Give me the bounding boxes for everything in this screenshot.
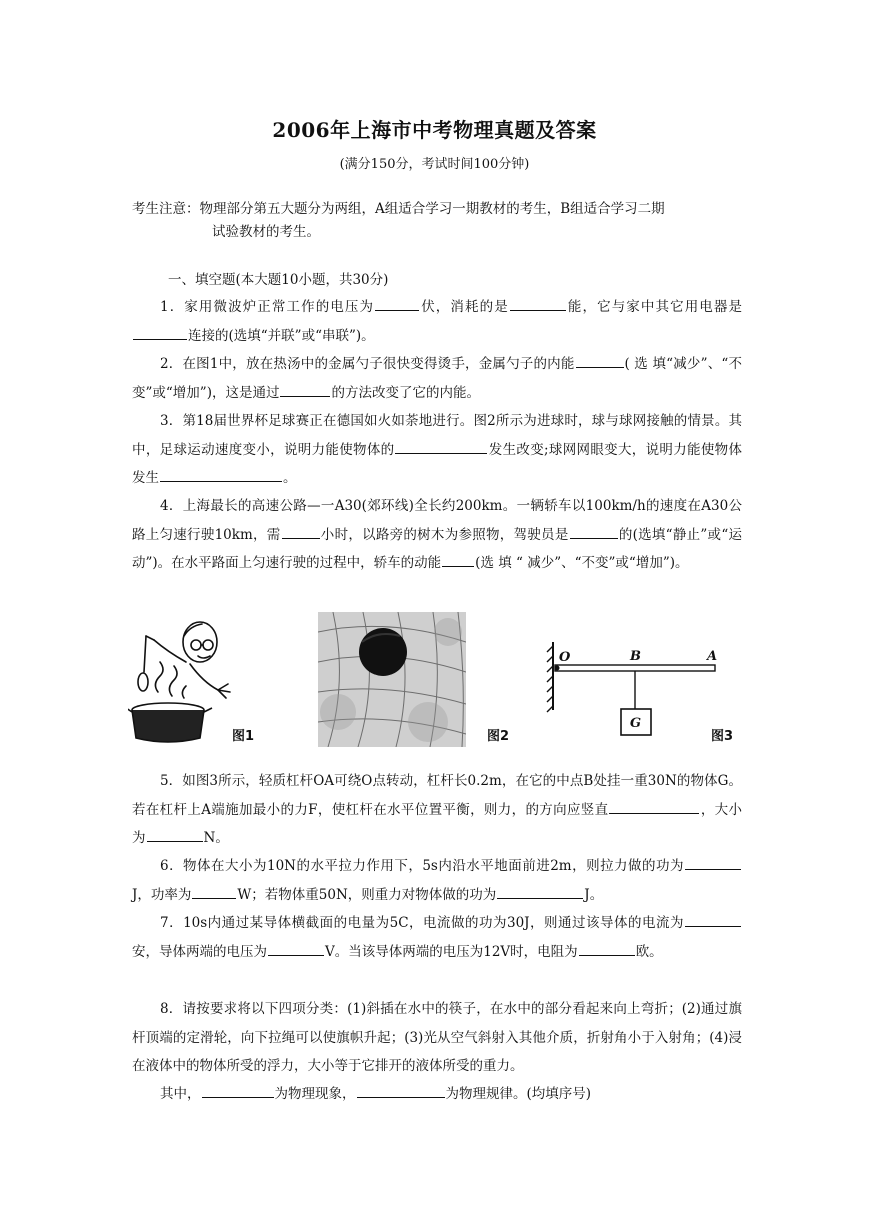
question-2: [132, 350, 742, 407]
q1-text-a: 1．家用微波炉正常工作的电压为: [160, 299, 375, 315]
q5-blank-2: [147, 827, 203, 842]
figure-2-label: 图2: [487, 729, 510, 744]
q2-text-b: ( 选 填“减少”、“不变”或“增加”)，这是通过: [132, 356, 742, 401]
q8-text-d: 为物理规律。(均填序号): [445, 1086, 592, 1102]
q2-blank-2: [280, 382, 330, 397]
q7-blank-2: [268, 941, 324, 956]
q8-text-c: 为物理现象，: [274, 1086, 356, 1102]
q7-text-c: V。当该导体两端的电压为12V时，电阻为: [325, 943, 578, 960]
question-7: [132, 909, 742, 966]
q8-blank-2: [357, 1083, 445, 1098]
q1-text-b: 伏，消耗的是: [420, 299, 509, 315]
question-5: [132, 767, 742, 853]
q5-text-a: 5．如图3所示，轻质杠杆OA可绕O点转动，杠杆长0.2m，在它的中点B处挂一重30N的物体G。若在杠杆上A端施加最小的力F，使杠杆在水平位置平衡，则力，的方向应竖直: [132, 773, 742, 818]
q8-text-b: 其中，: [160, 1086, 201, 1102]
figure-1-label: 图1: [232, 729, 255, 744]
q4-text-d: (选 填 “ 减少”、“不变”或“增加”)。: [475, 555, 689, 571]
q6-blank-3: [497, 884, 583, 899]
q1-blank-1: [375, 296, 419, 311]
q4-blank-1: [282, 524, 320, 539]
q7-blank-3: [579, 941, 635, 956]
figure-row: [128, 612, 743, 752]
q2-text-c: 的方法改变了它的内能。: [331, 384, 480, 401]
q2-blank-1: [576, 353, 624, 368]
question-1: [132, 293, 742, 350]
q5-text-c: N。: [203, 830, 229, 846]
q8-text-a: 8．请按要求将以下四项分类：(1)斜插在水中的筷子，在水中的部分看起来向上弯折；(2)通过旗杆顶端的定滑轮，向下拉绳可以使旗帜升起；(3)光从空气斜射入其他介质，折射角小于入射角；(4)浸在液体中的物体所受的浮力，大小等于它排开的液体所受的重力。: [132, 1001, 742, 1074]
exam-notice: [132, 198, 742, 244]
weight-label-G: G: [630, 716, 642, 731]
notice-line-2: 试验教材的考生。: [212, 224, 320, 240]
q1-text-d: 连接的(选填“并联”或“串联”)。: [188, 327, 375, 344]
q5-text-b: ，大小为: [132, 801, 743, 846]
notice-line-1: 考生注意：物理部分第五大题分为两组，A组适合学习一期教材的考生，B组适合学习二期: [132, 201, 665, 217]
lever-label-O: O: [559, 650, 571, 665]
q7-text-d: 欧。: [635, 943, 663, 960]
q6-text-a: 6．物体在大小为10N的水平拉力作用下，5s内沿水平地面前进2m，则拉力做的功为: [160, 858, 684, 874]
question-8-answer-line: [132, 1080, 742, 1109]
q6-blank-1: [685, 855, 741, 870]
q6-text-c: W；若物体重50N，则重力对物体做的功为: [237, 886, 497, 903]
q3-blank-2: [160, 467, 282, 482]
q6-text-d: J。: [584, 886, 604, 903]
q3-text-a: 3．第18届世界杯足球赛正在德国如火如荼地进行。图2所示为进球时，球与球网接触的情景。其中，足球运动速度变小，说明力能使物体的: [132, 413, 742, 458]
page-subtitle: (满分150分，考试时间100分钟): [339, 157, 530, 172]
question-6: [132, 852, 742, 909]
figure-3-label: 图3: [711, 729, 734, 744]
q3-text-c: 。: [283, 470, 297, 486]
q5-blank-1: [609, 799, 699, 814]
q3-text-b: 发生改变;球网网眼变大，说明力能使物体发生: [132, 441, 742, 486]
question-8: [132, 995, 742, 1081]
q7-blank-1: [685, 912, 741, 927]
q1-blank-2: [510, 296, 566, 311]
q4-text-a: 4．上海最长的高速公路—一A30(郊环线)全长约200km。一辆轿车以100km/h的速度在A30公路上匀速行驶10km，需: [132, 498, 742, 543]
q4-blank-2: [570, 524, 618, 539]
lever-label-B: B: [630, 649, 641, 664]
question-3: [132, 407, 742, 493]
q4-text-b: 小时，以路旁的树木为参照物，驾驶员是: [320, 526, 569, 543]
q4-text-c: 的(选填“静止”或“运动”)。在水平路面上匀速行驶的过程中，轿车的动能: [132, 526, 742, 571]
q2-text-a: 2．在图1中，放在热汤中的金属勺子很快变得烫手，金属勺子的内能: [160, 356, 575, 372]
q6-text-b: J，功率为: [132, 886, 192, 903]
figure-2-illustration: [318, 612, 466, 747]
question-4: [132, 492, 742, 578]
lever-label-A: A: [707, 649, 718, 664]
q3-blank-1: [395, 439, 487, 454]
q8-blank-1: [202, 1083, 274, 1098]
q4-blank-3: [442, 552, 474, 567]
q7-text-b: 安，导体两端的电压为: [132, 943, 267, 960]
q6-blank-2: [192, 884, 236, 899]
figure-1-illustration: [128, 612, 238, 747]
section-heading: 一、填空题(本大题10小题，共30分): [168, 272, 389, 288]
q1-blank-3: [133, 325, 187, 340]
q1-text-c: 能，它与家中其它用电器是: [566, 299, 742, 315]
q7-text-a: 7．10s内通过某导体横截面的电量为5C，电流做的功为30J，则通过该导体的电流为: [160, 915, 684, 931]
page-title: 2006年上海市中考物理真题及答案: [272, 118, 597, 142]
